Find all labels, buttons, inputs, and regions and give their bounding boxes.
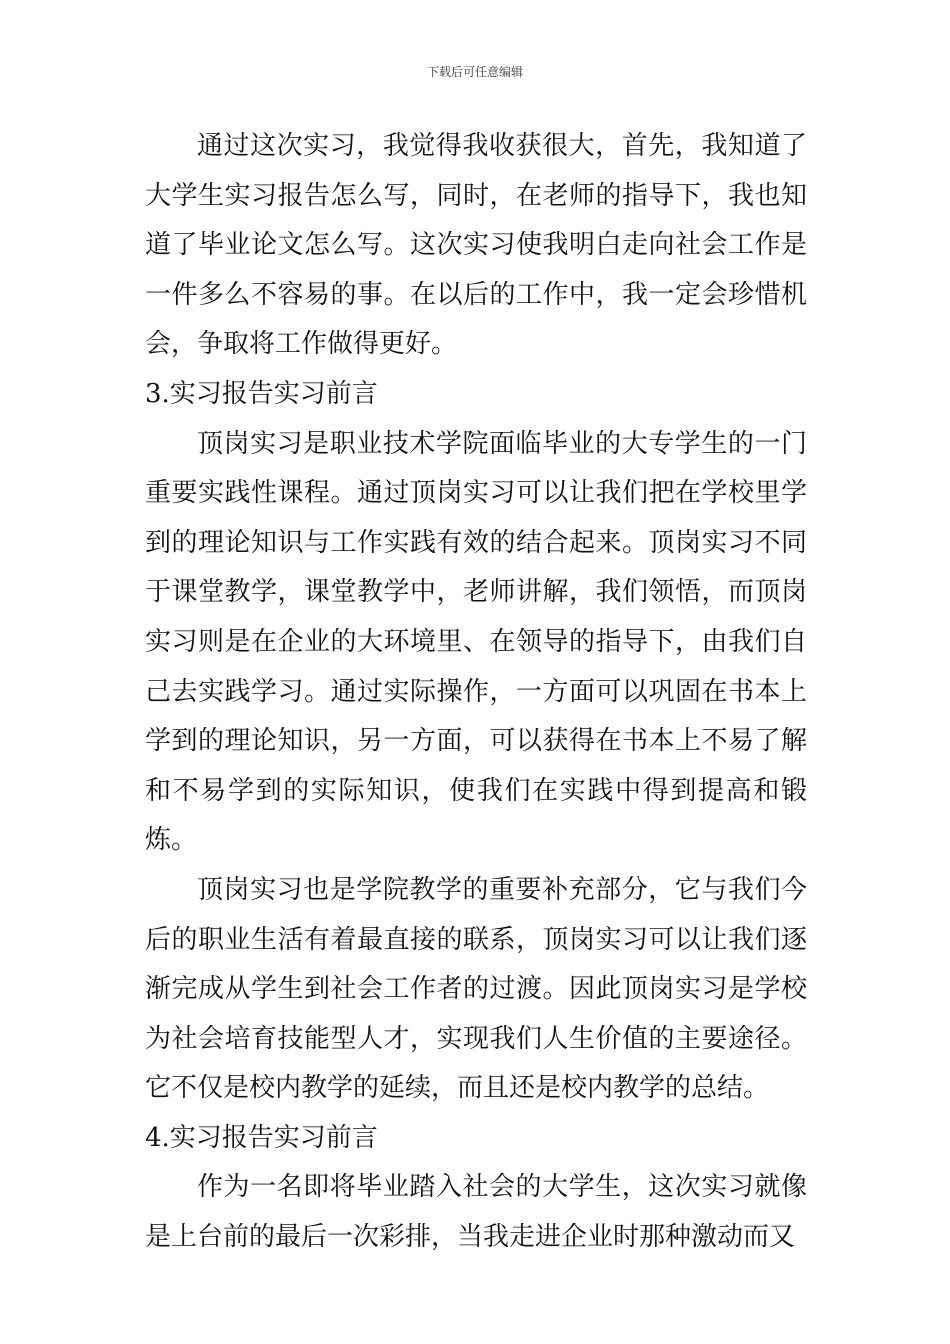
page-header: 下载后可任意编辑 [426, 65, 523, 79]
paragraph-internship-summary: 通过这次实习，我觉得我收获很大，首先，我知道了大学生实习报告怎么写，同时，在老师的指导下，我也知道了毕业论文怎么写。这次实习使我明白走向社会工作是一件多么不容易的事。在以后的工作中，我一定会珍惜机会，争取将工作做得更好。 [145, 131, 807, 360]
document-body [145, 122, 807, 1263]
paragraph-graduate-intro: 作为一名即将毕业踏入社会的大学生，这次实习就像是上台前的最后一次彩排，当我走进企业时那种激动而又 [145, 1172, 807, 1253]
section-heading-3: 3.实习报告实习前言 [145, 378, 378, 409]
paragraph-dinggang-intro: 顶岗实习是职业技术学院面临毕业的大专学生的一门重要实践性课程。通过顶岗实习可以让我们把在学校里学到的理论知识与工作实践有效的结合起来。顶岗实习不同于课堂教学，课堂教学中，老师讲解，我们领悟，而顶岗实习则是在企业的大环境里、在领导的指导下，由我们自己去实践学习。通过实际操作，一方面可以巩固在书本上学到的理论知识，另一方面，可以获得在书本上不易了解和不易学到的实际知识，使我们在实践中得到提高和锻炼。 [145, 428, 807, 856]
section-heading-4: 4.实习报告实习前言 [145, 1122, 378, 1153]
paragraph-dinggang-importance: 顶岗实习也是学院教学的重要补充部分，它与我们今后的职业生活有着最直接的联系，顶岗实习可以让我们逐渐完成从学生到社会工作者的过渡。因此顶岗实习是学校为社会培育技能型人才，实现我们人生价值的主要途径。它不仅是校内教学的延续，而且还是校内教学的总结。 [145, 874, 807, 1104]
